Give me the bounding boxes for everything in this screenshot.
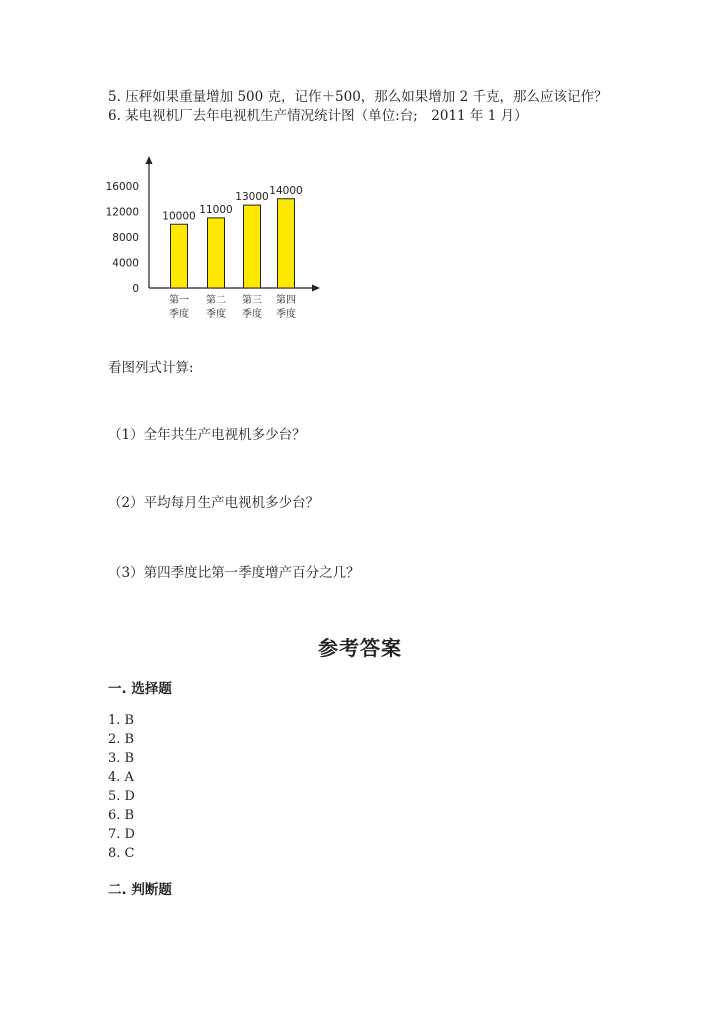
section-choice-heading: 一. 选择题 bbox=[108, 681, 172, 697]
question-6: 6. 某电视机厂去年电视机生产情况统计图（单位:台; 2011 年 1 月） bbox=[108, 108, 528, 124]
chart-bar bbox=[244, 205, 261, 288]
chart-bar bbox=[278, 199, 295, 288]
bar-value-label: 11000 bbox=[199, 203, 233, 216]
bar-value-label: 13000 bbox=[235, 191, 269, 204]
answer-item: 8. C bbox=[108, 846, 135, 861]
y-tick-label: 12000 bbox=[105, 206, 139, 219]
y-tick-label: 8000 bbox=[112, 232, 139, 244]
x-tick-label: 季度 bbox=[206, 309, 226, 320]
answer-item: 1. B bbox=[108, 713, 135, 728]
bar-value-label: 10000 bbox=[162, 210, 196, 223]
y-tick-label: 4000 bbox=[112, 257, 139, 270]
section-judge-heading: 二. 判断题 bbox=[108, 882, 172, 898]
x-tick-label: 季度 bbox=[242, 309, 262, 320]
question-5: 5. 压秤如果重量增加 500 克，记作＋500，那么如果增加 2 千克，那么应该记作？ bbox=[108, 89, 608, 105]
answer-item: 5. D bbox=[108, 789, 135, 804]
subquestion-1: （1）全年共生产电视机多少台？ bbox=[108, 427, 306, 443]
y-tick-label: 16000 bbox=[105, 181, 139, 193]
chart-bar bbox=[208, 218, 225, 288]
x-tick-label: 第二 bbox=[206, 295, 226, 306]
answer-item: 2. B bbox=[108, 732, 135, 747]
y-tick-label: 0 bbox=[132, 283, 139, 295]
answer-item: 7. D bbox=[108, 827, 135, 842]
x-tick-label: 第四 bbox=[276, 295, 296, 306]
x-axis-arrow bbox=[312, 285, 320, 292]
answer-title: 参考答案 bbox=[318, 636, 402, 660]
bar-value-label: 14000 bbox=[269, 184, 303, 197]
instructions-text: 看图列式计算: bbox=[108, 360, 194, 376]
y-axis-arrow bbox=[146, 156, 153, 164]
answer-item: 6. B bbox=[108, 808, 135, 823]
answer-item: 4. A bbox=[108, 770, 134, 785]
answer-list bbox=[108, 711, 135, 863]
bar-chart bbox=[100, 150, 340, 330]
answer-item: 3. B bbox=[108, 751, 135, 766]
x-tick-label: 季度 bbox=[169, 309, 189, 320]
x-tick-label: 季度 bbox=[276, 309, 296, 320]
x-tick-label: 第一 bbox=[169, 295, 189, 306]
x-tick-label: 第三 bbox=[242, 295, 262, 306]
subquestion-2: （2）平均每月生产电视机多少台？ bbox=[108, 495, 320, 511]
chart-bar bbox=[171, 224, 188, 288]
subquestion-3: （3）第四季度比第一季度增产百分之几？ bbox=[108, 565, 360, 581]
chart-ticks bbox=[106, 181, 139, 295]
